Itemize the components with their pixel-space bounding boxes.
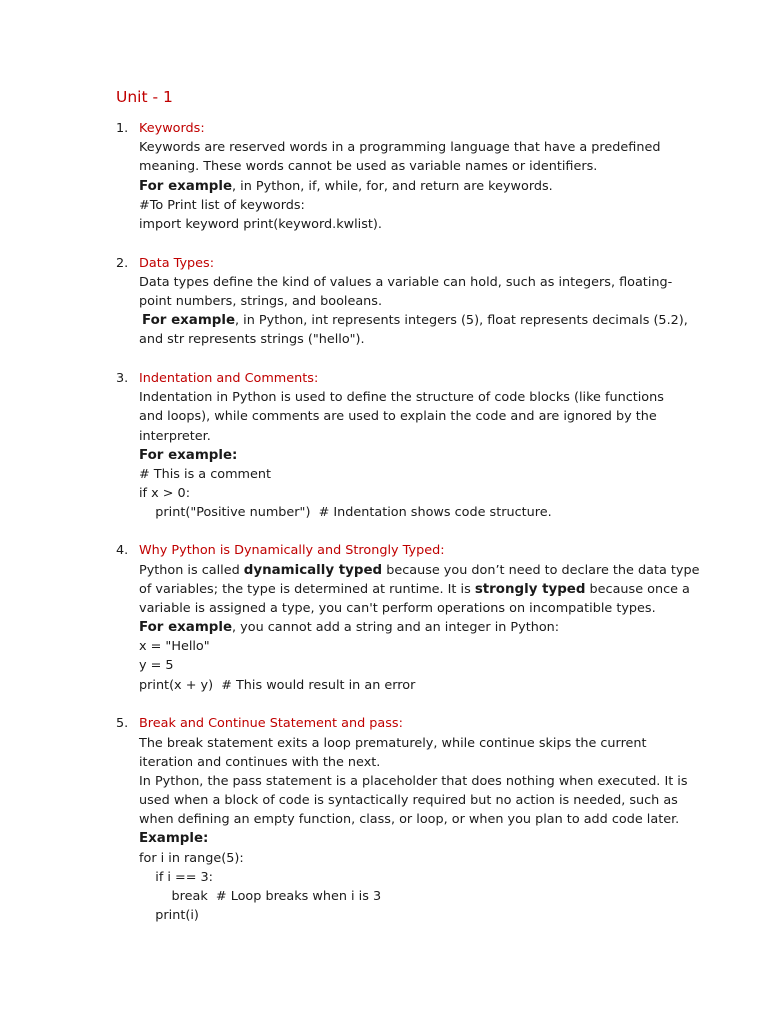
section-5-heading (139, 714, 403, 733)
section-5-line-1: The break statement exits a loop prematurely, while continue skips the current (139, 736, 647, 751)
section-5-heading-text: Break and Continue Statement and pass (139, 716, 399, 731)
section-4-heading-text: Why Python is Dynamically and Strongly Typed (139, 543, 441, 558)
text-span: because you don’t need to declare the data type (382, 563, 700, 578)
text-span: of variables; the type is determined at runtime. It is (139, 582, 475, 597)
section-4-code-1: x = "Hello" (139, 639, 210, 654)
section-4-line-1 (139, 561, 699, 580)
section-2-line-3 (142, 311, 688, 330)
section-5-line-2: iteration and continues with the next. (139, 755, 381, 770)
text-span: because once a (585, 582, 690, 597)
example-text: , you cannot add a string and an integer in Python: (232, 620, 560, 635)
example-text: , in Python, int represents integers (5), float represents decimals (5.2), (235, 313, 688, 328)
section-5-example-label: Example: (139, 831, 209, 846)
example-label: For example (139, 179, 233, 194)
section-3-line-3: interpreter. (139, 429, 211, 444)
section-4-line-2 (139, 580, 690, 599)
section-3-number: 3. (116, 371, 129, 386)
section-2-heading-text: Data Types (139, 256, 210, 271)
section-3-code-3: print("Positive number") # Indentation shows code structure. (139, 505, 552, 520)
section-2-heading-colon: : (209, 256, 214, 271)
example-text: , in Python, if, while, for, and return are keywords. (232, 179, 553, 194)
section-3-line-1: Indentation in Python is used to define the structure of code blocks (like functions (139, 390, 664, 405)
section-3-heading-colon: : (313, 371, 319, 386)
section-1-line-4: #To Print list of keywords: (139, 198, 305, 213)
section-3-heading-text: Indentation and Comments (139, 371, 314, 386)
section-3-code-1: # This is a comment (139, 467, 272, 482)
section-2-line-1: Data types define the kind of values a variable can hold, such as integers, floating- (139, 275, 673, 290)
section-3-line-2: and loops), while comments are used to explain the code and are ignored by the (139, 409, 657, 424)
section-4-heading-colon: : (440, 543, 445, 558)
section-5-line-5: when defining an empty function, class, or loop, or when you plan to add code later. (139, 812, 680, 827)
section-3-heading (139, 369, 318, 388)
section-3-example-label: For example: (139, 448, 238, 463)
bold-term: dynamically typed (243, 563, 383, 578)
section-5-code-4: print(i) (139, 908, 199, 923)
section-1-heading-colon: : (200, 121, 205, 136)
example-label: For example (142, 313, 236, 328)
section-1-line-5: import keyword print(keyword.kwlist). (139, 217, 382, 232)
section-3-code-2: if x > 0: (139, 486, 191, 501)
section-5-heading-colon: : (398, 716, 403, 731)
section-1-heading (139, 119, 205, 138)
bold-term: strongly typed (474, 582, 586, 597)
section-1-heading-text: Keywords (139, 121, 201, 136)
section-5-code-2: if i == 3: (139, 870, 213, 885)
text-span: Python is called (139, 563, 244, 578)
section-2-heading (139, 254, 214, 273)
section-2-number: 2. (116, 256, 129, 271)
section-4-heading (139, 541, 445, 560)
section-5-number: 5. (116, 716, 129, 731)
section-1-line-2: meaning. These words cannot be used as variable names or identifiers. (139, 159, 598, 174)
example-label: For example (139, 620, 233, 635)
section-2-line-2: point numbers, strings, and booleans. (139, 294, 383, 309)
section-5-code-3: break # Loop breaks when i is 3 (139, 889, 382, 904)
section-1-line-1: Keywords are reserved words in a programming language that have a predefined (139, 140, 661, 155)
section-5-code-1: for i in range(5): (139, 851, 244, 866)
section-5-line-3: In Python, the pass statement is a placeholder that does nothing when executed. It is (139, 774, 688, 789)
section-4-line-3: variable is assigned a type, you can't perform operations on incompatible types. (139, 601, 656, 616)
section-4-code-3: print(x + y) # This would result in an error (139, 678, 416, 693)
section-4-code-2: y = 5 (139, 658, 174, 673)
unit-title: Unit - 1 (116, 88, 173, 106)
section-4-line-4 (139, 618, 559, 637)
section-2-line-4: and str represents strings ("hello"). (139, 332, 365, 347)
section-5-line-4: used when a block of code is syntactically required but no action is needed, such as (139, 793, 678, 808)
section-4-number: 4. (116, 543, 129, 558)
section-1-number: 1. (116, 121, 129, 136)
section-1-line-3 (139, 177, 553, 196)
